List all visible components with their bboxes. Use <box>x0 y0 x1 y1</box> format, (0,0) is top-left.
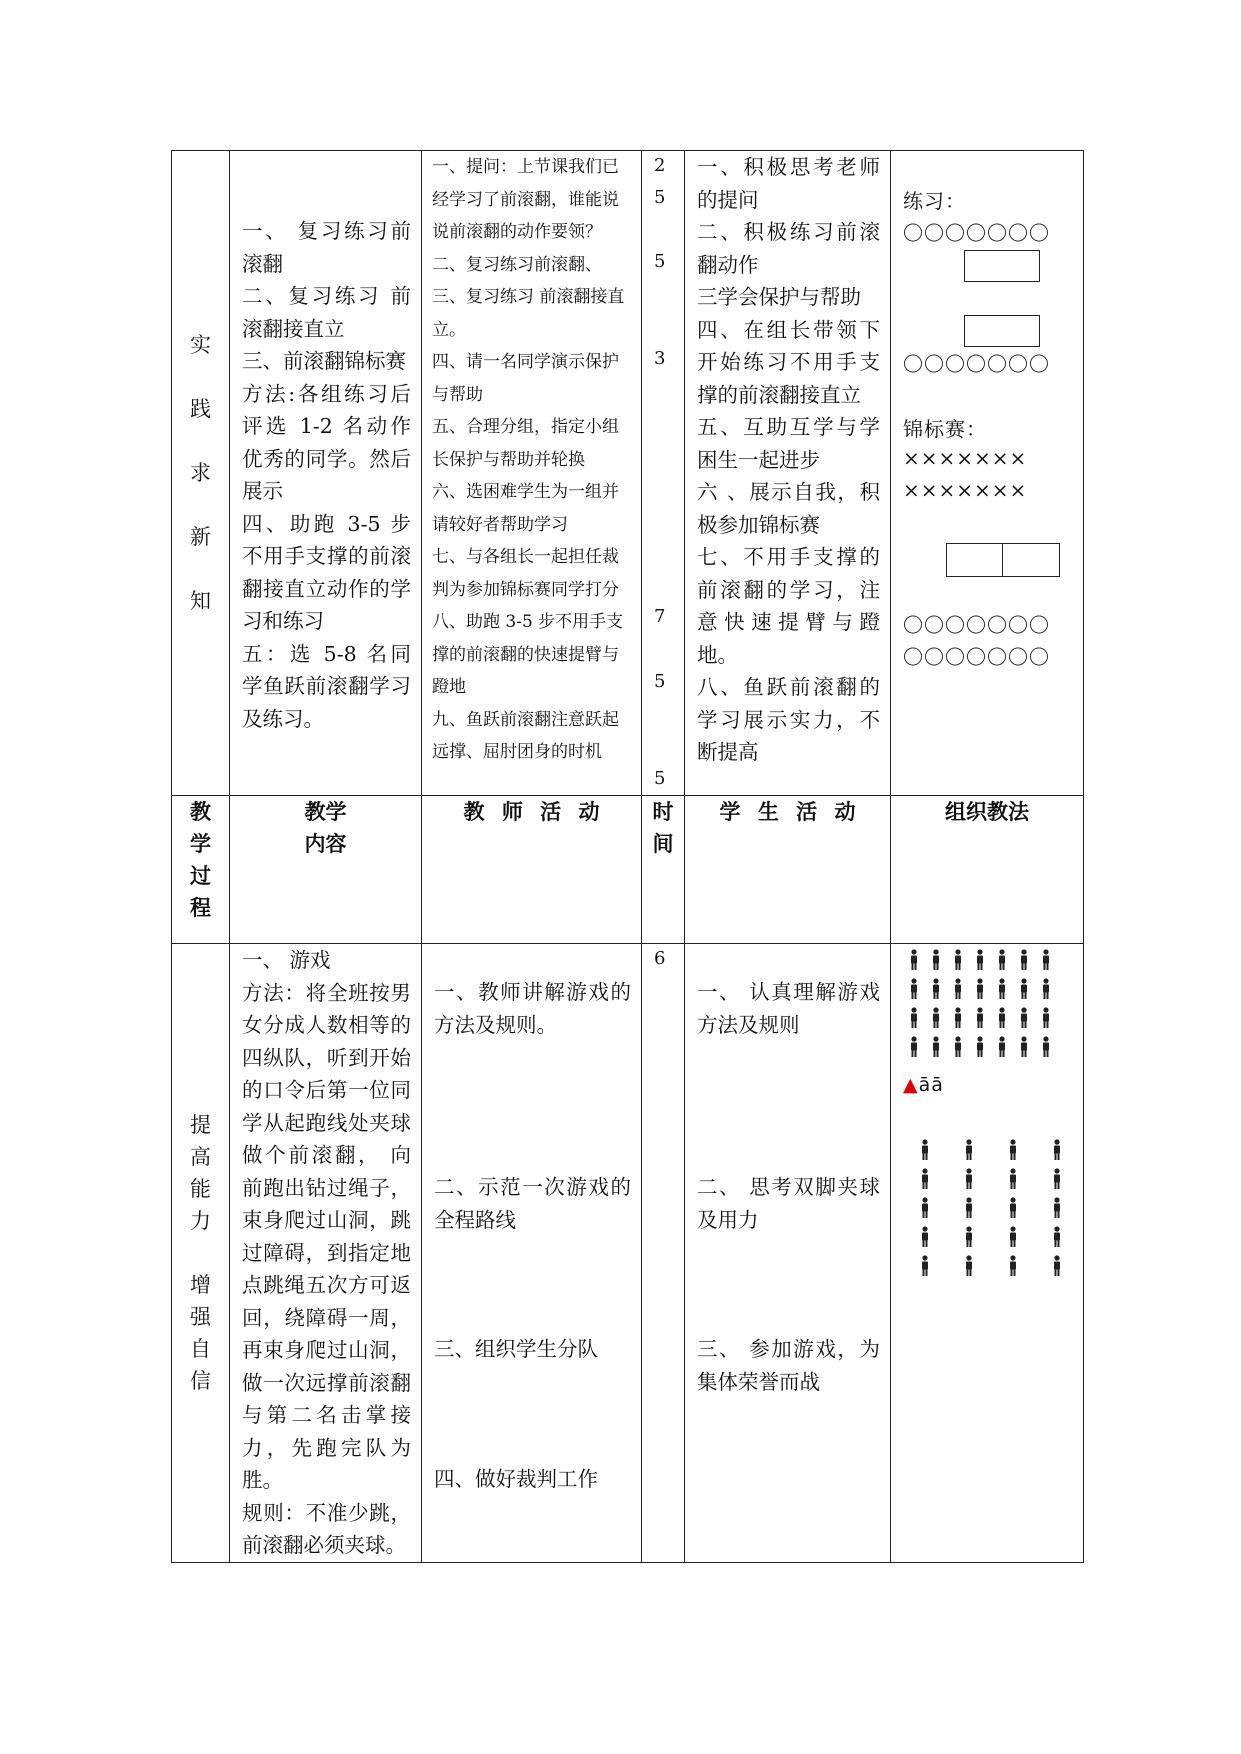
person-icon <box>991 1197 1035 1219</box>
cross-row: ××××××× <box>903 478 1028 502</box>
person-icon <box>903 1168 947 1190</box>
person-icon <box>925 1007 947 1029</box>
circle-row: 〇〇〇〇〇〇〇 <box>903 645 1050 669</box>
person-icon <box>903 1226 947 1248</box>
header-time: 时 间 <box>642 796 685 944</box>
content-item: 方法:各组练习后评选 1-2 名动作优秀的同学。然后展示 <box>242 381 411 503</box>
time-value: 2 <box>654 155 666 176</box>
content-cell-game <box>230 944 422 1563</box>
person-icon <box>903 1139 947 1161</box>
circle-row: 〇〇〇〇〇〇〇 <box>903 352 1050 376</box>
teacher-item: 九、鱼跃前滚翻注意跃起远撑、屈肘团身的时机 <box>432 709 619 762</box>
teacher-item: 二、示范一次游戏的全程路线 <box>434 1175 631 1232</box>
mat-box <box>946 543 1004 577</box>
time-value: 5 <box>654 251 666 272</box>
content-item: 三、前滚翻锦标赛 <box>242 349 406 373</box>
student-item: 一、 认真理解游戏方法及规则 <box>697 980 880 1037</box>
teacher-item: 六、选困难学生为一组并请较好者帮助学习 <box>432 482 619 535</box>
person-icon <box>1035 1226 1079 1248</box>
person-icon <box>903 1007 925 1029</box>
person-icon <box>1035 1036 1057 1058</box>
person-icon <box>947 1007 969 1029</box>
circle-row: 〇〇〇〇〇〇〇 <box>903 221 1050 245</box>
teacher-item: 一、教师讲解游戏的方法及规则。 <box>434 980 631 1037</box>
student-row <box>903 1168 1079 1190</box>
time-cell-practice <box>642 151 685 796</box>
person-icon <box>947 1036 969 1058</box>
time-value: 5 <box>654 768 666 789</box>
person-icon <box>1035 978 1057 1000</box>
content-item: 方法：将全班按男女分成人数相等的四纵队，听到开始的口令后第一位同学从起跑线处夹球做个前滚翻， 向前跑出钻过绳子，束身爬过山洞，跳过障碍，到指定地点跳绳五次方可返回，绕障碍一周，再束身爬过山洞，做一次远撑前滚翻与第二名击掌接力，先跑完队为胜。 <box>242 980 411 1492</box>
person-icon <box>991 1139 1035 1161</box>
student-row <box>903 1036 1057 1058</box>
person-icon <box>1035 1197 1079 1219</box>
time-value: 6 <box>654 948 666 969</box>
header-teacher: 教 师 活 动 <box>422 796 642 944</box>
student-row <box>903 978 1057 1000</box>
person-icon <box>925 1036 947 1058</box>
student-item: 八、鱼跃前滚翻的学习展示实力，不断提高 <box>697 675 880 764</box>
person-icon <box>1035 1139 1079 1161</box>
person-icon <box>1035 949 1057 971</box>
mat-box <box>964 250 1040 282</box>
header-stage: 教 学 过 程 <box>172 796 230 944</box>
header-content: 教学 内容 <box>230 796 422 944</box>
stage-label-game: 提 高 能 力 增 强 自 信 <box>172 944 230 1563</box>
person-icon <box>991 1007 1013 1029</box>
content-item: 五：选 5-8 名同学鱼跃前滚翻学习及练习。 <box>242 641 411 731</box>
header-org: 组织教法 <box>891 796 1084 944</box>
student-item: 四、在组长带领下开始练习不用手支撑的前滚翻接直立 <box>697 317 880 407</box>
practice-label: 练习： <box>903 189 966 213</box>
person-icon <box>991 1168 1035 1190</box>
org-cell-game <box>891 944 1084 1563</box>
lesson-plan-table <box>171 150 1084 1563</box>
person-icon <box>947 1226 991 1248</box>
student-item: 七、不用手支撑的前滚翻的学习，注意快速提臂与蹬地。 <box>697 545 880 667</box>
student-row <box>903 1139 1079 1161</box>
content-item: 规则：不准少跳，前滚翻必须夹球。 <box>242 1500 411 1557</box>
content-item: 二、复习练习 前滚翻接直立 <box>242 284 411 341</box>
person-icon <box>991 1255 1035 1277</box>
person-icon <box>903 949 925 971</box>
stage-label-practice: 实 践 求 新 知 <box>172 151 230 796</box>
person-icon <box>969 1007 991 1029</box>
person-icon <box>947 1197 991 1219</box>
student-row <box>903 1197 1079 1219</box>
person-icon <box>903 1036 925 1058</box>
person-icon <box>947 1168 991 1190</box>
person-icon <box>969 1036 991 1058</box>
section-game-row <box>172 944 1084 1563</box>
org-cell-practice <box>891 151 1084 796</box>
content-item: 一、 复习练习前滚翻 <box>242 219 411 276</box>
person-icon <box>969 949 991 971</box>
student-item: 三、 参加游戏，为集体荣誉而战 <box>697 1337 880 1394</box>
person-icon <box>991 978 1013 1000</box>
section-practice-row <box>172 151 1084 796</box>
person-icon <box>991 1036 1013 1058</box>
person-icon <box>903 978 925 1000</box>
person-icon <box>969 978 991 1000</box>
teacher-item: 八、助跑 3-5 步不用手支撑的前滚翻的快速提臂与蹬地 <box>432 612 624 697</box>
student-row <box>903 949 1057 971</box>
time-value: 7 <box>654 606 666 627</box>
student-row <box>903 1007 1057 1029</box>
person-icon <box>947 978 969 1000</box>
student-item: 六 、展示自我，积极参加锦标赛 <box>697 480 880 537</box>
person-icon <box>903 1197 947 1219</box>
time-value: 5 <box>654 671 666 692</box>
person-icon <box>1013 949 1035 971</box>
teacher-cell-game <box>422 944 642 1563</box>
student-item: 五、互助互学与学困生一起进步 <box>697 415 880 472</box>
student-cell-game <box>685 944 891 1563</box>
person-icon <box>947 1255 991 1277</box>
person-icon <box>1013 1036 1035 1058</box>
circle-row: 〇〇〇〇〇〇〇 <box>903 613 1050 637</box>
time-cell-game <box>642 944 685 1563</box>
header-row <box>172 796 1084 944</box>
person-icon <box>925 978 947 1000</box>
person-icon <box>1013 978 1035 1000</box>
student-item: 一、积极思考老师的提问 <box>697 155 880 212</box>
student-row <box>903 1255 1079 1277</box>
teacher-cell-practice <box>422 151 642 796</box>
header-student: 学 生 活 动 <box>685 796 891 944</box>
person-icon <box>1035 1007 1057 1029</box>
student-row <box>903 1226 1079 1248</box>
person-icon <box>1013 1007 1035 1029</box>
cross-row: ××××××× <box>903 446 1028 470</box>
teacher-item: 三、组织学生分队 <box>434 1337 598 1361</box>
teacher-item: 四、请一名同学演示保护与帮助 <box>432 352 619 405</box>
teacher-item: 五、合理分组，指定小组长保护与帮助并轮换 <box>432 417 619 470</box>
content-item: 一、 游戏 <box>242 948 331 972</box>
flag-text: āā <box>918 1074 944 1096</box>
person-icon <box>1035 1255 1079 1277</box>
content-cell-practice <box>230 151 422 796</box>
teacher-item: 三、复习练习 前滚翻接直立。 <box>432 287 625 340</box>
contest-label: 锦标赛： <box>903 417 987 441</box>
teacher-flag-icon: ▲ <box>903 1074 919 1096</box>
person-icon <box>947 949 969 971</box>
person-icon <box>1035 1168 1079 1190</box>
person-icon <box>903 1255 947 1277</box>
person-icon <box>991 949 1013 971</box>
person-icon <box>947 1139 991 1161</box>
person-icon <box>925 949 947 971</box>
student-item: 二、 思考双脚夹球及用力 <box>697 1175 880 1232</box>
teacher-position <box>903 1074 944 1096</box>
teacher-item: 七、与各组长一起担任裁判为参加锦标赛同学打分 <box>432 547 619 600</box>
time-value: 3 <box>654 348 666 369</box>
mat-box <box>1002 543 1060 577</box>
teacher-item: 二、复习练习前滚翻、 <box>432 254 602 275</box>
teacher-item: 四、做好裁判工作 <box>434 1467 598 1491</box>
time-value: 5 <box>654 187 666 208</box>
student-cell-practice <box>685 151 891 796</box>
student-item: 三学会保护与帮助 <box>697 285 861 309</box>
mat-box <box>964 315 1040 347</box>
student-item: 二、积极练习前滚翻动作 <box>697 220 880 277</box>
content-item: 四、助跑 3-5 步不用手支撑的前滚翻接直立动作的学习和练习 <box>242 511 411 633</box>
teacher-item: 一、提问：上节课我们已经学习了前滚翻，谁能说说前滚翻的动作要领？ <box>432 157 619 242</box>
person-icon <box>991 1226 1035 1248</box>
